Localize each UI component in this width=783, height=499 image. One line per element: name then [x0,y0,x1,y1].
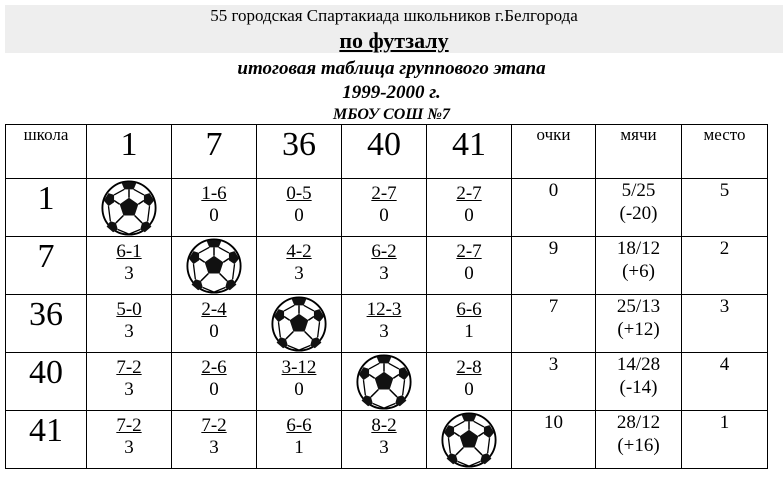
match-score: 1-6 [201,183,227,204]
match-cell [172,295,257,353]
match-points: 3 [124,321,134,342]
header-points: очки [512,125,596,179]
soccer-ball-icon [271,296,327,352]
match-cell [87,411,172,469]
header-team: 40 [342,125,427,179]
goals-cell [596,353,682,411]
final-place: 3 [682,295,768,353]
goals-cell [596,237,682,295]
goals-ratio: 14/28 [616,354,661,375]
goals-ratio: 18/12 [616,238,661,259]
match-cell [342,295,427,353]
match-cell [257,353,342,411]
goals-ratio: 25/13 [616,296,661,317]
self-match-cell [87,179,172,237]
soccer-ball-icon [441,412,497,468]
header-place: место [682,125,768,179]
match-points: 0 [294,205,304,226]
table-row [6,295,768,353]
match-cell [87,353,172,411]
match-points: 3 [379,263,389,284]
match-cell [87,237,172,295]
match-score: 5-0 [116,299,142,320]
self-match-cell [427,411,512,469]
match-points: 3 [209,437,219,458]
title-season: 1999-2000 г. [342,82,441,103]
table-row [6,179,768,237]
match-cell [172,411,257,469]
match-score: 6-6 [286,415,312,436]
final-place: 2 [682,237,768,295]
title-table-name: итоговая таблица группового этапа [237,58,546,79]
match-points: 0 [209,321,219,342]
row-team-number: 41 [6,411,87,469]
match-score: 7-2 [116,357,142,378]
goals-ratio: 28/12 [616,412,661,433]
goal-difference: (+6) [622,261,655,282]
total-points: 3 [512,353,596,411]
match-cell [257,179,342,237]
goals-cell [596,295,682,353]
match-score: 0-5 [286,183,312,204]
goals-ratio: 5/25 [621,180,656,201]
soccer-ball-icon [101,180,157,236]
match-points: 3 [124,263,134,284]
row-team-number: 7 [6,237,87,295]
header-team: 7 [172,125,257,179]
table-body [6,179,768,469]
self-match-cell [172,237,257,295]
title-school: МБОУ СОШ №7 [332,106,451,123]
match-points: 1 [294,437,304,458]
header-team: 41 [427,125,512,179]
match-points: 3 [294,263,304,284]
match-points: 0 [379,205,389,226]
match-score: 2-6 [201,357,227,378]
goal-difference: (-14) [619,377,658,398]
match-points: 0 [209,379,219,400]
header-goals: мячи [596,125,682,179]
match-cell [427,295,512,353]
match-score: 7-2 [201,415,227,436]
header-team: 36 [257,125,342,179]
match-score: 6-2 [371,241,397,262]
row-team-number: 36 [6,295,87,353]
soccer-ball-icon [356,354,412,410]
match-cell [342,179,427,237]
match-score: 3-12 [281,357,317,378]
header-row [6,125,768,179]
table-row [6,237,768,295]
final-place: 4 [682,353,768,411]
match-points: 3 [379,437,389,458]
match-cell [342,411,427,469]
header-team: 1 [87,125,172,179]
self-match-cell [257,295,342,353]
match-points: 0 [464,205,474,226]
match-score: 2-8 [456,357,482,378]
total-points: 0 [512,179,596,237]
match-score: 2-7 [456,241,482,262]
match-cell [257,411,342,469]
match-cell [257,237,342,295]
goal-difference: (-20) [619,203,658,224]
soccer-ball-icon [186,238,242,294]
match-score: 8-2 [371,415,397,436]
total-points: 7 [512,295,596,353]
match-cell [172,179,257,237]
match-score: 6-1 [116,241,142,262]
match-cell [342,237,427,295]
title-sport: по футзалу [339,28,449,53]
goal-difference: (+12) [617,319,660,340]
final-place: 1 [682,411,768,469]
row-team-number: 40 [6,353,87,411]
match-cell [87,295,172,353]
match-score: 12-3 [366,299,402,320]
match-points: 1 [464,321,474,342]
final-place: 5 [682,179,768,237]
match-score: 2-7 [456,183,482,204]
match-score: 4-2 [286,241,312,262]
match-points: 3 [124,379,134,400]
header-school: школа [6,125,87,179]
match-score: 7-2 [116,415,142,436]
match-points: 3 [379,321,389,342]
table-row [6,411,768,469]
match-points: 0 [464,263,474,284]
match-cell [427,179,512,237]
self-match-cell [342,353,427,411]
results-table [5,124,768,469]
row-team-number: 1 [6,179,87,237]
match-points: 3 [124,437,134,458]
goals-cell [596,179,682,237]
match-score: 2-4 [201,299,227,320]
goal-difference: (+16) [617,435,660,456]
title-competition: 55 городская Спартакиада школьников г.Белгорода [210,6,578,25]
match-cell [172,353,257,411]
goals-cell [596,411,682,469]
match-points: 0 [209,205,219,226]
match-score: 6-6 [456,299,482,320]
total-points: 10 [512,411,596,469]
match-points: 0 [294,379,304,400]
match-points: 0 [464,379,474,400]
total-points: 9 [512,237,596,295]
table-row [6,353,768,411]
match-cell [427,237,512,295]
match-cell [427,353,512,411]
match-score: 2-7 [371,183,397,204]
